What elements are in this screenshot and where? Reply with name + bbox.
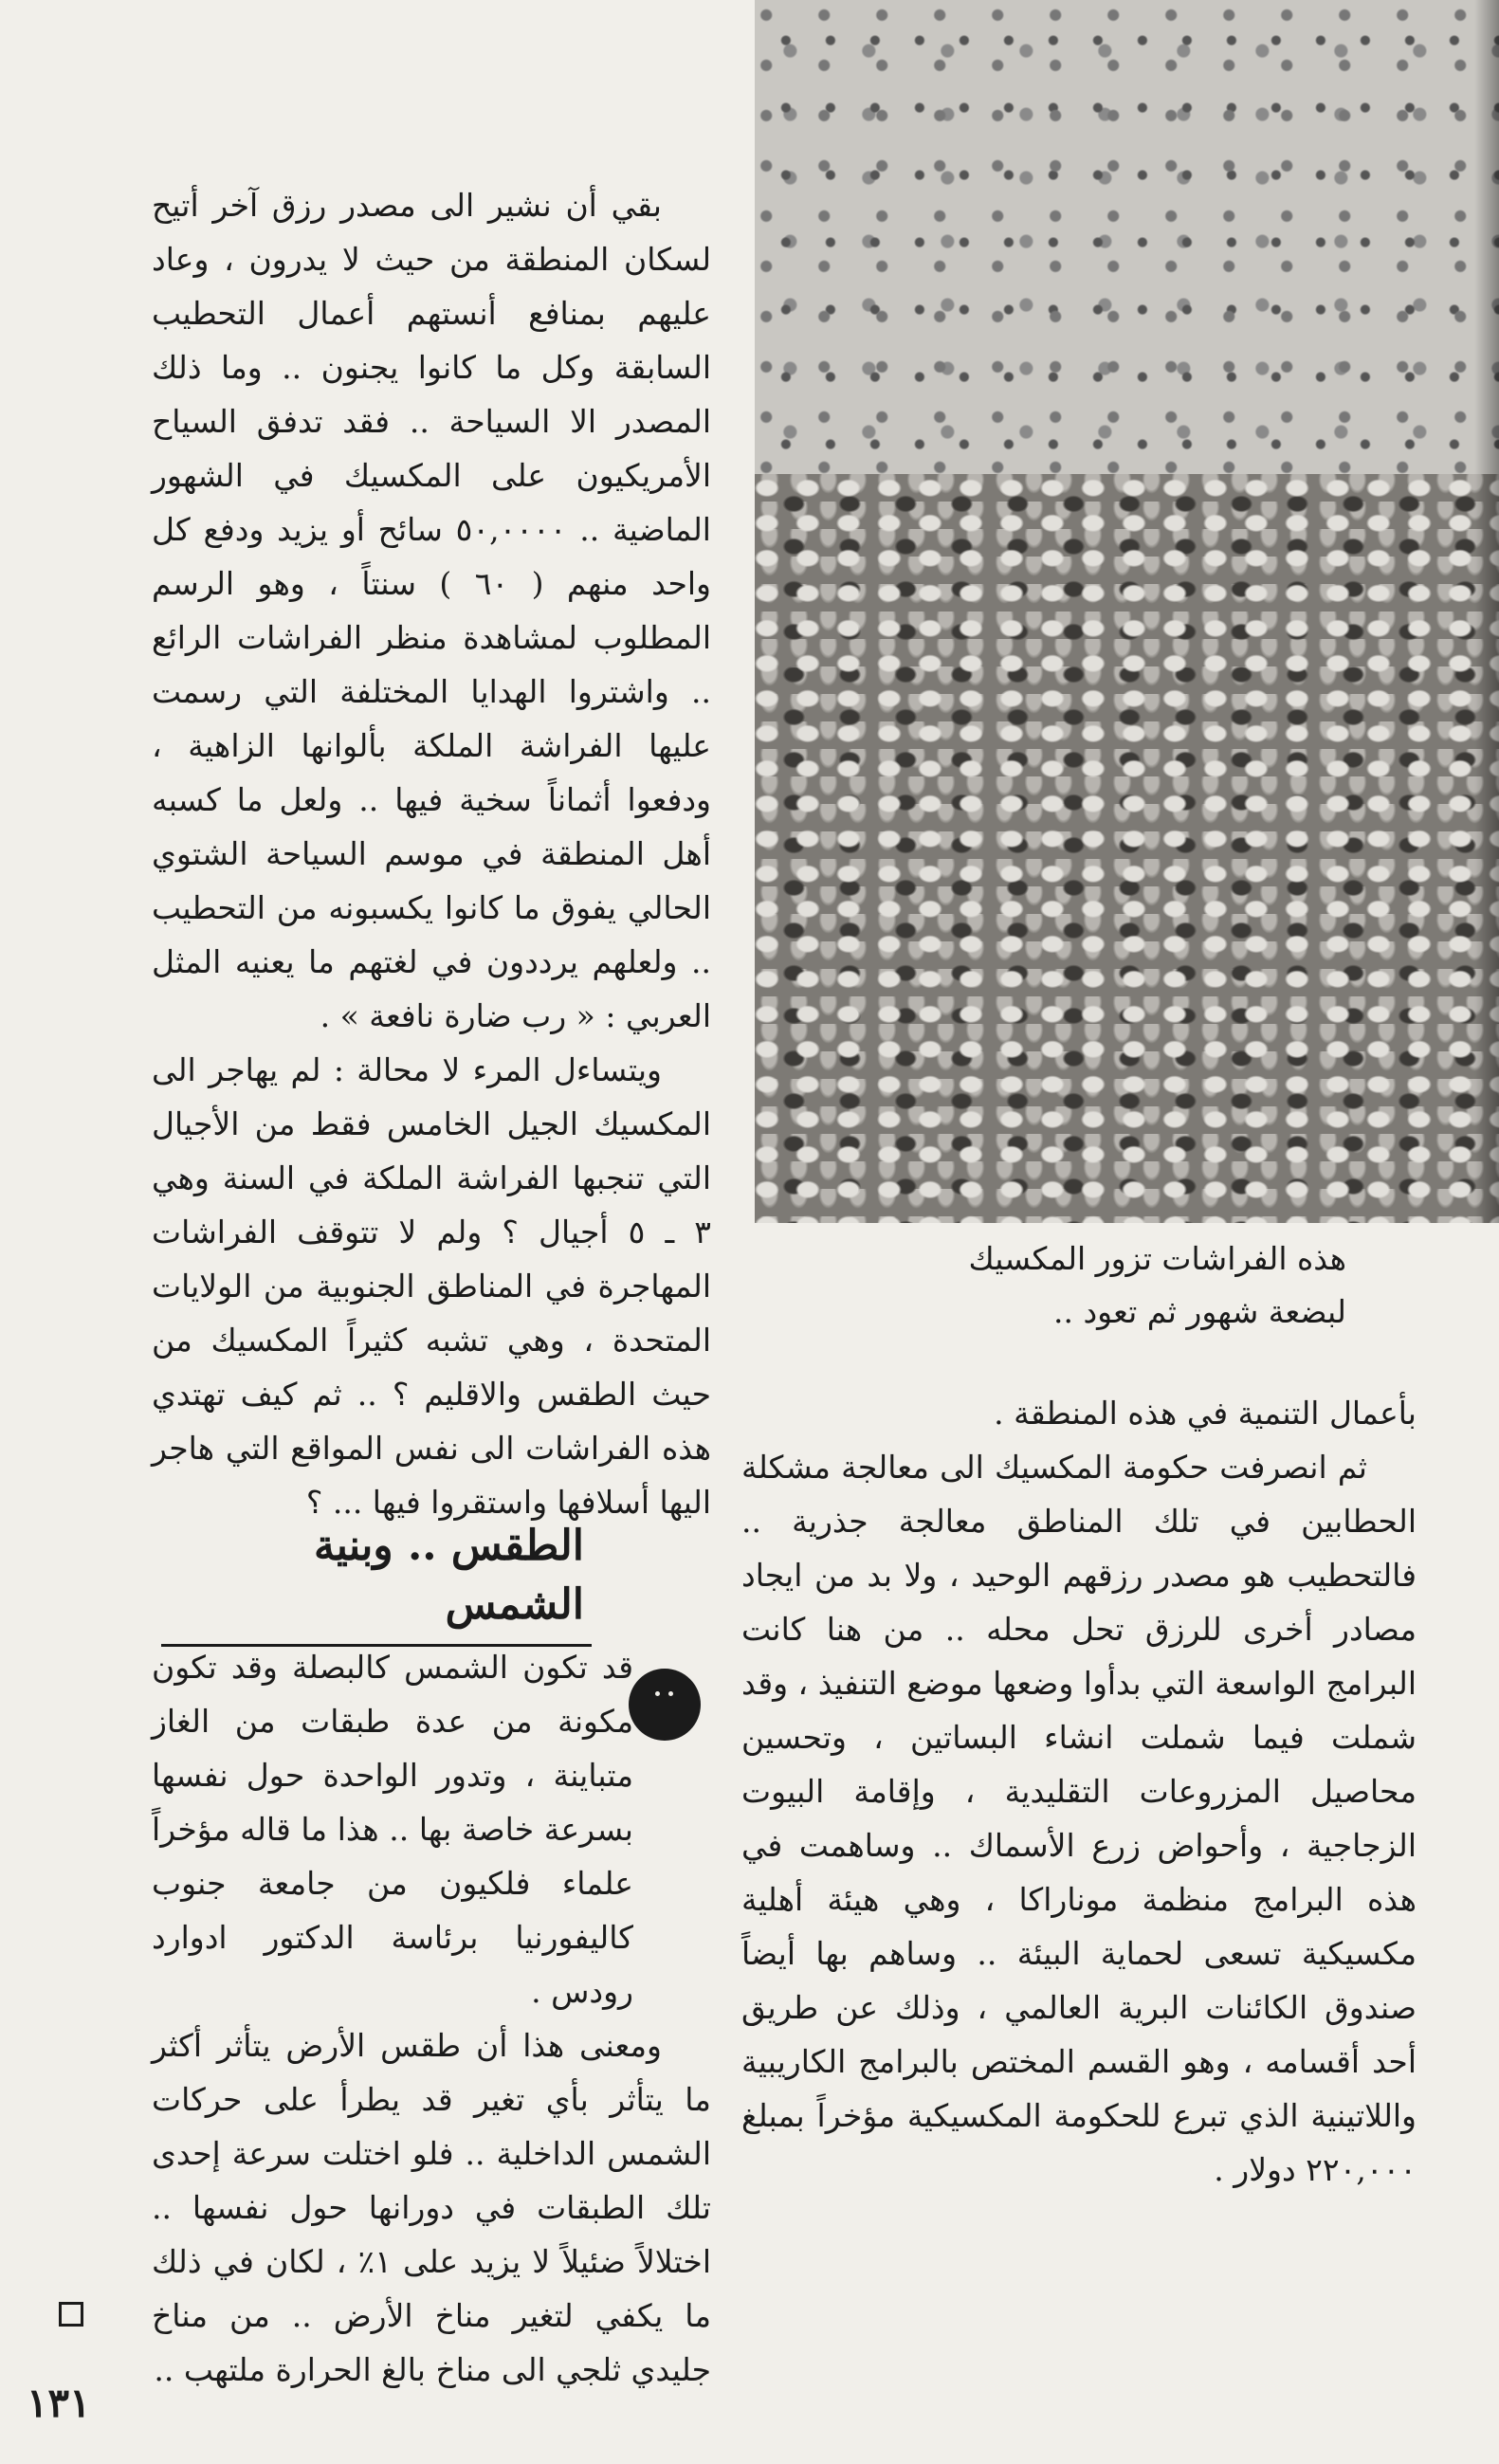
right-column xyxy=(741,1386,1417,2197)
caption-line: لبضعة شهور ثم تعود .. xyxy=(1052,1293,1346,1330)
paragraph: ويتساءل المرء لا محالة : لم يهاجر الى المكسيك الجيل الخامس فقط من الأجيال التي تنجبها الفراشة الملكة في السنة وهي ٣ ـ ٥ أجيال ؟ ولم لا تتوقف الفراشات المهاجرة في المناطق الجنوبية من الولايات المتحدة ، وهي تشبه كثيراً المكسيك من حيث الطقس والاقليم ؟ .. ثم كيف تهتدي هذه الفراشات الى نفس المواقع التي هاجر اليها أسلافها واستقروا فيها ... ؟ xyxy=(152,1051,711,1521)
photo-caption xyxy=(815,1232,1346,1339)
paragraph: بقي أن نشير الى مصدر رزق آخر أتيح لسكان المنطقة من حيث لا يدرون ، وعاد عليهم بمنافع أنستهم أعمال التحطيب السابقة وكل ما كانوا يجنون .. وما ذلك المصدر الا السياحة .. فقد تدفق السياح الأمريكيون على المكسيك في الشهور الماضية .. ٥٠,٠٠٠٠ سائح أو يزيد ودفع كل واحد منهم ( ٦٠ ) سنتاً ، وهو الرسم المطلوب لمشاهدة منظر الفراشات الرائع .. واشتروا الهدايا المختلفة التي رسمت عليها الفراشة الملكة بألوانها الزاهية ، ودفعوا أثماناً سخية فيها .. ولعل ما كسبه أهل المنطقة في موسم السياحة الشتوي الحالي يفوق ما كانوا يكسبونه من التحطيب .. ولعلهم يرددون في لغتهم ما يعنيه المثل العربي : « رب ضارة نافعة » . xyxy=(152,187,711,1034)
section-body xyxy=(152,1640,711,2397)
paragraph: بأعمال التنمية في هذه المنطقة . xyxy=(994,1395,1417,1432)
photo-sky-with-butterflies xyxy=(755,0,1499,474)
paragraph: ومعنى هذا أن طقس الأرض يتأثر أكثر ما يتأثر بأي تغير قد يطرأ على حركات الشمس الداخلية .. فلو اختلت سرعة إحدى تلك الطبقات في دورانها حول نفسها .. اختلالاً ضئيلاً لا يزيد على ١٪ ، لكان في ذلك ما يكفي لتغير مناخ الأرض .. من مناخ جليدي ثلجي الى مناخ بالغ الحرارة ملتهب .. xyxy=(152,2027,711,2388)
page-number: ١٣١ xyxy=(27,2380,91,2426)
caption-line: هذه الفراشات تزور المكسيك xyxy=(968,1240,1346,1277)
end-of-article-square-icon xyxy=(59,2302,83,2327)
paragraph: قد تكون الشمس كالبصلة وقد تكون مكونة من عدة طبقات من الغاز متباينة ، وتدور الواحدة حول نفسها بسرعة خاصة بها .. هذا ما قاله مؤخراً علماء فلكيون من جامعة جنوب كاليفورنيا برئاسة الدكتور ادوارد رودس . xyxy=(152,1649,633,2010)
photo-binding-shadow xyxy=(1474,0,1499,1223)
butterflies-photo xyxy=(755,0,1499,1223)
left-column xyxy=(152,178,711,1529)
photo-butterfly-cluster xyxy=(755,474,1499,1223)
section-heading: الطقس .. وبنية الشمس xyxy=(161,1517,592,1647)
paragraph: ثم انصرفت حكومة المكسيك الى معالجة مشكلة الحطابين في تلك المناطق معالجة جذرية .. فالتحطيب هو مصدر رزقهم الوحيد ، ولا بد من ايجاد مصادر أخرى للرزق تحل محله .. من هنا كانت البرامج الواسعة التي بدأوا وضعها موضع التنفيذ ، وقد شملت فيما شملت انشاء البساتين ، وتحسين محاصيل المزروعات التقليدية ، وإقامة البيوت الزجاجية ، وأحواض زرع الأسماك .. وساهمت في هذه البرامج منظمة موناراكا ، وهي هيئة أهلية مكسيكية تسعى لحماية البيئة .. وساهم بها أيضاً صندوق الكائنات البرية العالمي ، وذلك عن طريق أحد أقسامه ، وهو القسم المختص بالبرامج الكاريبية واللاتينية الذي تبرع للحكومة المكسيكية مؤخراً بمبلغ ٢٢٠,٠٠٠ دولار . xyxy=(741,1449,1417,2188)
